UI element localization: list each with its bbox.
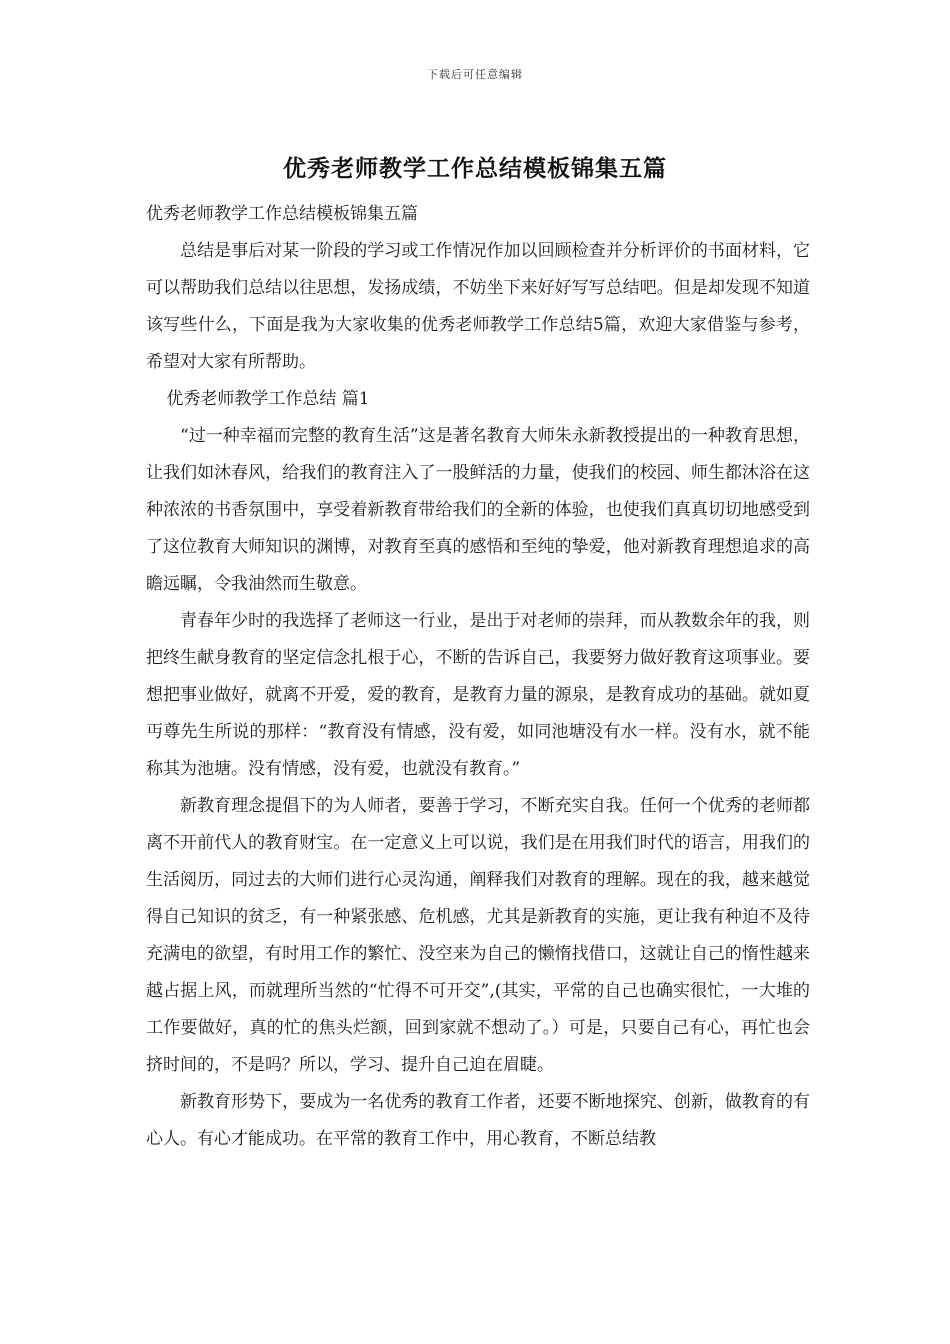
body-paragraph-4: 新教育形势下，要成为一名优秀的教育工作者，还要不断地探究、创新，做教育的有心人。有心才能成功。在平常的教育工作中，用心教育，不断总结教 xyxy=(146,1092,810,1149)
body-paragraph-3: 新教育理念提倡下的为人师者，要善于学习，不断充实自我。任何一个优秀的老师都离不开前代人的教育财宝。在一定意义上可以说，我们是在用我们时代的语言，用我们的生活阅历，同过去的大师们进行心灵沟通，阐释我们对教育的理解。现在的我，越来越觉得自己知识的贫乏，有一种紧张感、危机感，尤其是新教育的实施，更让我有种迫不及待充满电的欲望，有时用工作的繁忙、没空来为自己的懒惰找借口，这就让自己的惰性越来越占据上风，而就理所当然的“忙得不可开交”,(其实，平常的自己也确实很忙，一大堆的工作要做好，真的忙的焦头烂额，回到家就不想动了。）可是，只要自己有心，再忙也会挤时间的，不是吗？所以，学习、提升自己迫在眉睫。 xyxy=(146,796,810,1075)
body-paragraph-1: “过一种幸福而完整的教育生活”这是著名教育大师朱永新教授提出的一种教育思想，让我们如沐春风，给我们的教育注入了一股鲜活的力量，使我们的校园、师生都沐浴在这种浓浓的书香氛围中，享受着新教育带给我们的全新的体验，也使我们真真切切地感受到了这位教育大师知识的渊博，对教育至真的感悟和至纯的挚爱，他对新教育理想追求的高瞻远瞩，令我油然而生敬意。 xyxy=(146,426,810,594)
document-title: 优秀老师教学工作总结模板锦集五篇 xyxy=(283,155,667,182)
document-body xyxy=(146,196,810,1158)
document-subtitle: 优秀老师教学工作总结模板锦集五篇 xyxy=(146,204,418,224)
body-paragraph-2: 青春年少时的我选择了老师这一行业，是出于对老师的崇拜，而从教数余年的我，则把终生献身教育的坚定信念扎根于心，不断的告诉自己，我要努力做好教育这项事业。要想把事业做好，就离不开爱，爱的教育，是教育力量的源泉，是教育成功的基础。就如夏丏尊先生所说的那样：“教育没有情感，没有爱，如同池塘没有水一样。没有水，就不能称其为池塘。没有情感，没有爱，也就没有教育。” xyxy=(146,611,810,779)
header-note: 下载后可任意编辑 xyxy=(427,68,523,81)
intro-paragraph: 总结是事后对某一阶段的学习或工作情况作加以回顾检查并分析评价的书面材料，它可以帮助我们总结以往思想，发扬成绩，不妨坐下来好好写写总结吧。但是却发现不知道该写些什么，下面是我为大家收集的优秀老师教学工作总结5篇，欢迎大家借鉴与参考，希望对大家有所帮助。 xyxy=(146,241,810,372)
section-heading: 优秀老师教学工作总结 篇1 xyxy=(166,389,370,409)
